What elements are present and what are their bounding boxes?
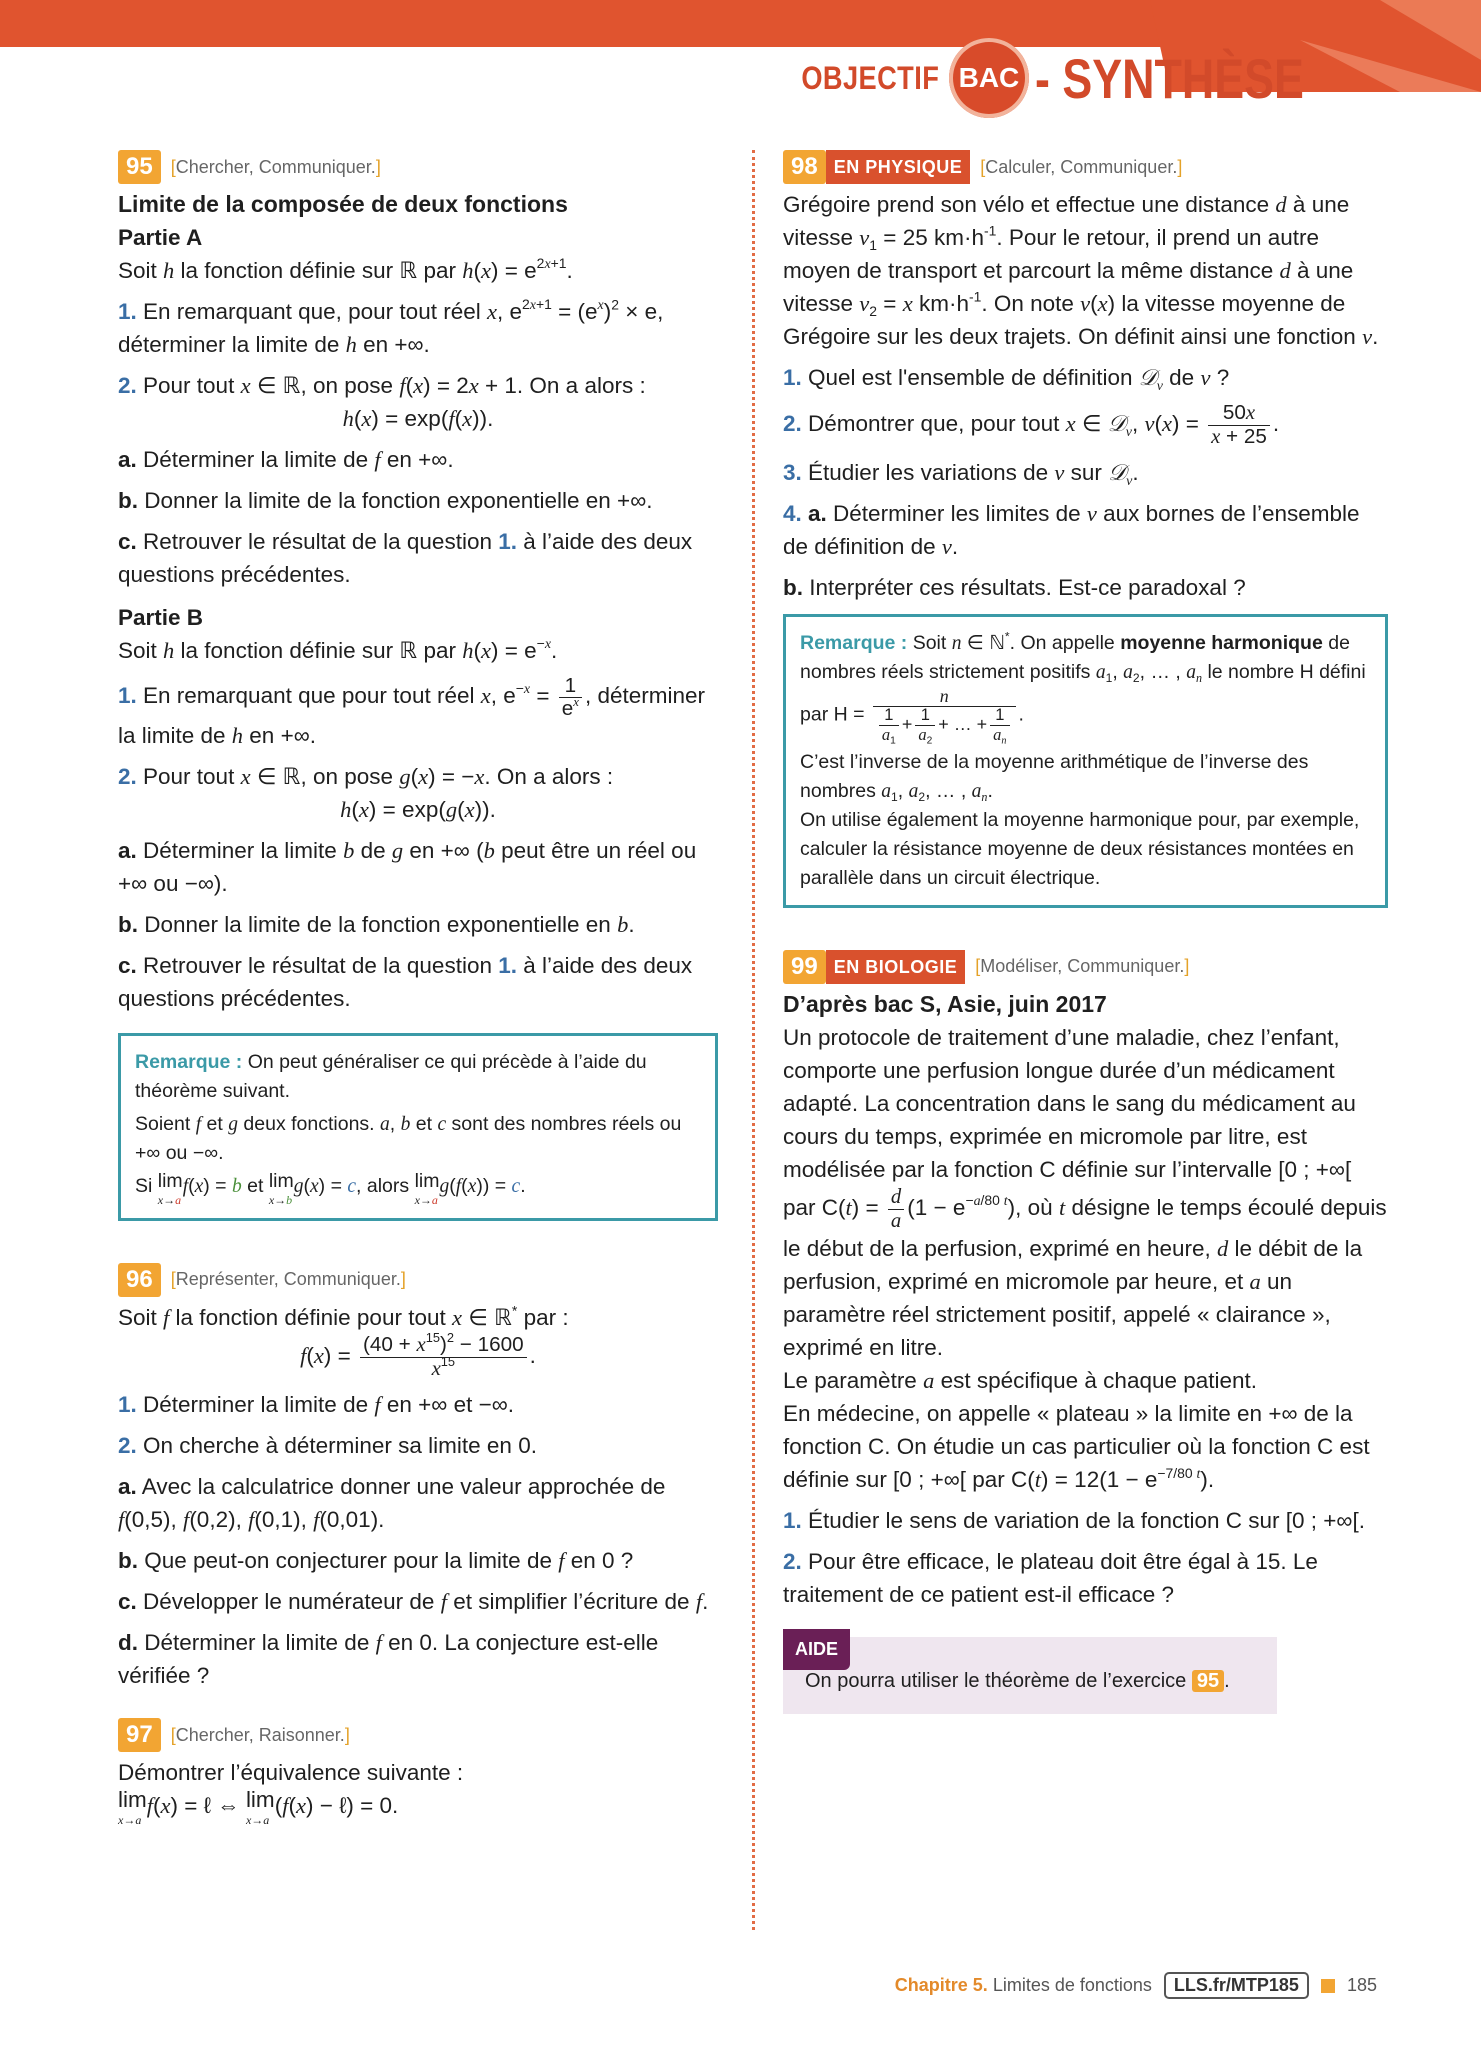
lls-link[interactable]: LLS.fr/MTP185 [1164,1972,1309,1999]
formula: h(x) = exp(f(x)). [342,406,494,431]
exercise-97 [118,1718,718,1826]
page-marker-icon [1321,1979,1335,1993]
exercise-number: 99 [783,950,826,984]
subject-tag: EN BIOLOGIE [826,950,966,984]
text: Soit f la fonction définie pour tout x ∈ ℝ* par : [118,1302,569,1330]
exercise-number: 95 [118,150,161,184]
text: Le paramètre a est spécifique à chaque patient. [783,1368,1258,1394]
question: b. Que peut-on conjecturer pour la limite de f en 0 ? [118,1548,634,1574]
aide-label: AIDE [783,1629,850,1670]
question: c. Retrouver le résultat de la question 1. à l’aide des deux questions précédentes. [118,529,693,587]
question: d. Déterminer la limite de f en 0. La conjecture est-elle vérifiée ? [118,1630,659,1689]
exercise-skills: [Calculer, Communiquer.] [980,156,1183,177]
page-number: 185 [1346,1975,1377,1995]
aide-text: On pourra utiliser le théorème de l’exercice [805,1670,1187,1693]
question: 2. Pour être efficace, le plateau doit être égal à 15. Le traitement de ce patient est-il efficace ? [783,1549,1318,1608]
section-title [777,38,1371,118]
question: 1. Étudier le sens de variation de la fonction C sur [0 ; +∞[. [783,1508,1365,1534]
question: 2. Démontrer que, pour tout x ∈ 𝒟$_v$, v(x) = $\frac{50x}{x + 25}$ . [783,401,1280,448]
subject-tag: EN PHYSIQUE [826,150,971,184]
text: Démontrer l’équivalence suivante : [118,1760,464,1786]
question: 1. Déterminer la limite de f en +∞ et −∞. [118,1392,515,1418]
text: Soit h la fonction définie sur ℝ par $h(x) = e^{2x+1}$. [118,255,573,283]
exercise-number: 97 [118,1718,161,1752]
question: c. Développer le numérateur de f et simplifier l’écriture de f. [118,1589,709,1615]
exercise-number: 96 [118,1263,161,1297]
formula: f(x) = $\frac{(40 + x^{15})^2 - 1600}{x^{15}}$ . [300,1330,536,1380]
text: Soit h la fonction définie sur ℝ par $h(x) = e^{-x}$. [118,635,558,663]
part-a-heading: Partie A [118,225,203,250]
exercise-skills: [Modéliser, Communiquer.] [975,956,1190,977]
exercise-skills: [Chercher, Communiquer.] [170,156,381,177]
question: 2. Pour tout x ∈ ℝ, on pose g(x) = −x. On a alors : [118,764,614,790]
text: Grégoire prend son vélo et effectue une distance d à une vitesse $v_1 = 25$ $km\cdot h^{-1}$. Pour le retour, il prend un autre moyen de transport et parcourt la même distance d à une vitesse $v_2 = x$ $km\cdot h^{-1}$. On note v(x) la vitesse moyenne de Grégoire sur les deux trajets. On définit ainsi une fonction v. [783,192,1379,349]
exercise-skills: [Représenter, Communiquer.] [170,1269,406,1290]
chapter-title: Limites de fonctions [992,1975,1152,1995]
exercise-96 [118,1263,718,1692]
remark-box: Remarque : Soit n ∈ ℕ*. On appelle moyenne harmonique de nombres réels strictement positifs $a_1$, $a_2$, … , $a_n$ le nombre H défini par H = n $\frac{1}{a_1}$ + $\frac{1}{a_2}$ + … + $\frac{1}{a_n}$ . C’est l’inverse de la moyenne arithmétique de l’inverse des nombres $a_1$, $a_2$, … , $a_n$. On utilise également la moyenne harmonique pour, par exemple, calculer la résistance moyenne de deux résistances montées en parallèle dans un circuit électrique. [783,614,1388,907]
question: 4. a. Déterminer les limites de v aux bornes de l’ensemble de définition de v. [783,501,1360,560]
formula: h(x) = exp(g(x)). [340,797,496,823]
bac-badge: BAC [949,38,1029,118]
exercise-98 [783,150,1388,908]
exercise-title: Limite de la composée de deux fonctions [118,191,568,217]
aide-ref-number: 95 [1192,1670,1224,1692]
question: 3. Étudier les variations de v sur 𝒟$_v$. [783,460,1139,490]
question: b. Interpréter ces résultats. Est-ce paradoxal ? [783,575,1246,601]
question: c. Retrouver le résultat de la question 1. à l’aide des deux questions précédentes. [118,953,693,1012]
aide-box: AIDE On pourra utiliser le théorème de l’exercice 95 . [783,1637,1277,1714]
question: b. Donner la limite de la fonction exponentielle en b. [118,912,635,938]
question: a. Avec la calculatrice donner une valeur approchée de f(0,5), f(0,2), f(0,1), f(0,01). [118,1474,666,1533]
synthese-label: - SYNTHÈSE [1034,46,1304,110]
text: Un protocole de traitement d’une maladie, chez l’enfant, comporte une perfusion longue durée d’un médicament adapté. La concentration dans le sang du médicament au cours du temps, exprimée en micromole par litre, est modélisée par la fonction C définie sur l’intervalle [0 ; +∞[ par C(t) = $\frac{d}{a}$ $(1 - e^{-a/80 t})$, où t désigne le temps écoulé depuis le début de la perfusion, exprimé en heure, d le débit de la perfusion, exprimé en micromole par heure, et a un paramètre réel strictement positif, appelé « clairance », exprimé en litre. [783,1024,1387,1361]
exercise-95 [118,150,718,1221]
formula: lim x→a f(x) = ℓ ⇔ lim x→a (f(x) − ℓ) = 0. [118,1787,399,1827]
page-footer [895,1972,1377,1999]
exercise-99 [783,950,1388,1714]
question: a. Déterminer la limite b de g en +∞ (b peut être un réel ou +∞ ou −∞). [118,838,697,897]
question: 1. En remarquant que, pour tout réel x, $e^{2x+1} = (e^x)^2 \times e$, déterminer la limite de h en +∞. [118,296,664,357]
exercise-title: D’après bac S, Asie, juin 2017 [783,990,1107,1017]
chapter-number: Chapitre 5. [894,1975,988,1995]
part-b-heading: Partie B [118,605,204,630]
exercise-number: 98 [783,150,826,184]
question: a. Déterminer la limite de f en +∞. [118,447,454,472]
remark-box: Remarque : On peut généraliser ce qui précède à l’aide du théorème suivant. Soient f et g deux fonctions. a, b et c sont des nombres réels ou +∞ ou −∞. Si lim x→a f(x) = b et lim x→b g(x) = c, alors lim x→a g(f(x)) = c. [118,1033,718,1221]
question: 1. Quel est l'ensemble de définition 𝒟$_v$ de v ? [783,365,1230,394]
question: b. Donner la limite de la fonction exponentielle en +∞. [118,488,653,513]
left-column [118,150,718,1826]
objectif-label: OBJECTIF [801,59,939,96]
question: 2. Pour tout x ∈ ℝ, on pose f(x) = 2x + 1. On a alors : [118,373,646,398]
column-divider [752,150,755,1930]
text: En médecine, on appelle « plateau » la limite en +∞ de la fonction C. On étudie un cas particulier où la fonction C est définie sur [0 ; +∞[ par $C(t) = 12(1 - e^{-7/80 t})$. [783,1401,1370,1493]
exercise-skills: [Chercher, Raisonner.] [170,1724,350,1745]
question: 2. On cherche à déterminer sa limite en 0. [118,1433,537,1459]
question: 1. En remarquant que pour tout réel x, $e^{-x}$ = $\frac{1}{e^x}$ , déterminer la limite de h en +∞. [118,674,706,749]
right-column [783,150,1388,1714]
